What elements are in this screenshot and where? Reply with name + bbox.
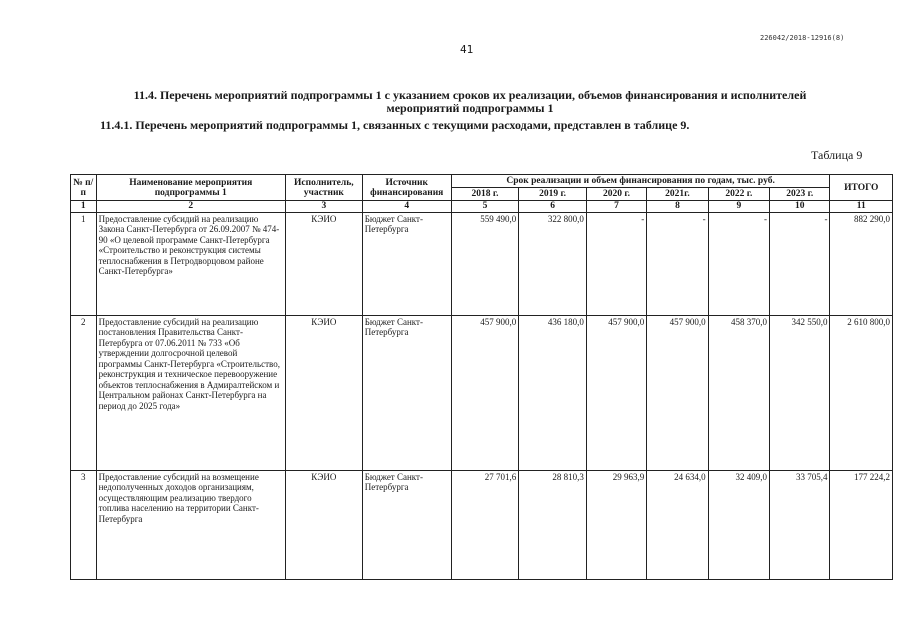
header-year: 2018 г. xyxy=(451,188,519,201)
column-number: 2 xyxy=(96,201,285,213)
amount-2021: 457 900,0 xyxy=(647,315,708,470)
column-number: 8 xyxy=(647,201,708,213)
activity-name: Предоставление субсидий на возмещение недополученных доходов организациям, осуществляющим реализацию твердого топлива населению на территории Санкт-Петербурга xyxy=(96,470,285,579)
table-caption: Таблица 9 xyxy=(811,148,863,162)
header-name: Наименование мероприятия подпрограммы 1 xyxy=(96,175,285,201)
amount-2021: - xyxy=(647,212,708,315)
amount-2020: 29 963,9 xyxy=(586,470,646,579)
amount-2023: 342 550,0 xyxy=(770,315,830,470)
header-num: № п/п xyxy=(71,175,97,201)
header-source: Источник финансирования xyxy=(362,175,451,201)
header-year: 2022 г. xyxy=(708,188,769,201)
executor: КЭИО xyxy=(285,212,362,315)
table-row xyxy=(71,470,893,579)
amount-2022: - xyxy=(708,212,769,315)
table-row xyxy=(71,212,893,315)
amount-2018: 457 900,0 xyxy=(451,315,519,470)
amount-2019: 436 180,0 xyxy=(519,315,587,470)
header-year: 2023 г. xyxy=(770,188,830,201)
amount-2023: - xyxy=(770,212,830,315)
executor: КЭИО xyxy=(285,470,362,579)
column-number: 9 xyxy=(708,201,769,213)
amount-total: 882 290,0 xyxy=(830,212,893,315)
amount-2019: 322 800,0 xyxy=(519,212,587,315)
amount-total: 177 224,2 xyxy=(830,470,893,579)
amount-2020: - xyxy=(586,212,646,315)
table-row xyxy=(71,315,893,470)
header-total: ИТОГО xyxy=(830,175,893,201)
activity-name: Предоставление субсидий на реализацию Закона Санкт-Петербурга от 26.09.2007 № 474-90 «О целевой программе Санкт-Петербурга «Строительство и реконструкция системы теплоснабжения в Петродворцовом районе Санкт-Петербурга» xyxy=(96,212,285,315)
amount-2020: 457 900,0 xyxy=(586,315,646,470)
amount-2023: 33 705,4 xyxy=(770,470,830,579)
amount-total: 2 610 800,0 xyxy=(830,315,893,470)
header-year: 2020 г. xyxy=(586,188,646,201)
section-heading-continued: мероприятий подпрограммы 1 xyxy=(386,101,554,115)
column-number: 5 xyxy=(451,201,519,213)
funding-source: Бюджет Санкт-Петербурга xyxy=(362,315,451,470)
document-code: 226042/2018-12916(8) xyxy=(760,34,845,42)
page-number: 41 xyxy=(460,43,474,56)
executor: КЭИО xyxy=(285,315,362,470)
column-number: 11 xyxy=(830,201,893,213)
header-period-group: Срок реализации и объем финансирования по годам, тыс. руб. xyxy=(451,175,830,188)
column-number: 4 xyxy=(362,201,451,213)
row-number: 3 xyxy=(71,470,97,579)
funding-source: Бюджет Санкт-Петербурга xyxy=(362,470,451,579)
section-heading: 11.4. Перечень мероприятий подпрограммы 1 с указанием сроков их реализации, объемов финансирования и исполнителей xyxy=(133,88,807,102)
amount-2021: 24 634,0 xyxy=(647,470,708,579)
column-number-row xyxy=(71,201,893,213)
column-number: 3 xyxy=(285,201,362,213)
column-number: 1 xyxy=(71,201,97,213)
row-number: 2 xyxy=(71,315,97,470)
amount-2018: 559 490,0 xyxy=(451,212,519,315)
activities-table xyxy=(70,174,893,580)
column-number: 7 xyxy=(586,201,646,213)
column-number: 6 xyxy=(519,201,587,213)
subsection-heading: 11.4.1. Перечень мероприятий подпрограммы 1, связанных с текущими расходами, представлен в таблице 9. xyxy=(100,118,690,132)
amount-2022: 458 370,0 xyxy=(708,315,769,470)
header-year: 2019 г. xyxy=(519,188,587,201)
table-header-row xyxy=(71,175,893,188)
activity-name: Предоставление субсидий на реализацию постановления Правительства Санкт-Петербурга от 07.06.2011 № 733 «Об утверждении долгосрочной целевой программы Санкт-Петербурга «Строительство, реконструкция и техническое перевооружение объектов теплоснабжения в Адмиралтейском и Центральном районах Санкт-Петербурга на период до 2025 года» xyxy=(96,315,285,470)
funding-source: Бюджет Санкт-Петербурга xyxy=(362,212,451,315)
amount-2022: 32 409,0 xyxy=(708,470,769,579)
header-executor: Исполнитель, участник xyxy=(285,175,362,201)
amount-2019: 28 810,3 xyxy=(519,470,587,579)
header-year: 2021г. xyxy=(647,188,708,201)
row-number: 1 xyxy=(71,212,97,315)
column-number: 10 xyxy=(770,201,830,213)
amount-2018: 27 701,6 xyxy=(451,470,519,579)
